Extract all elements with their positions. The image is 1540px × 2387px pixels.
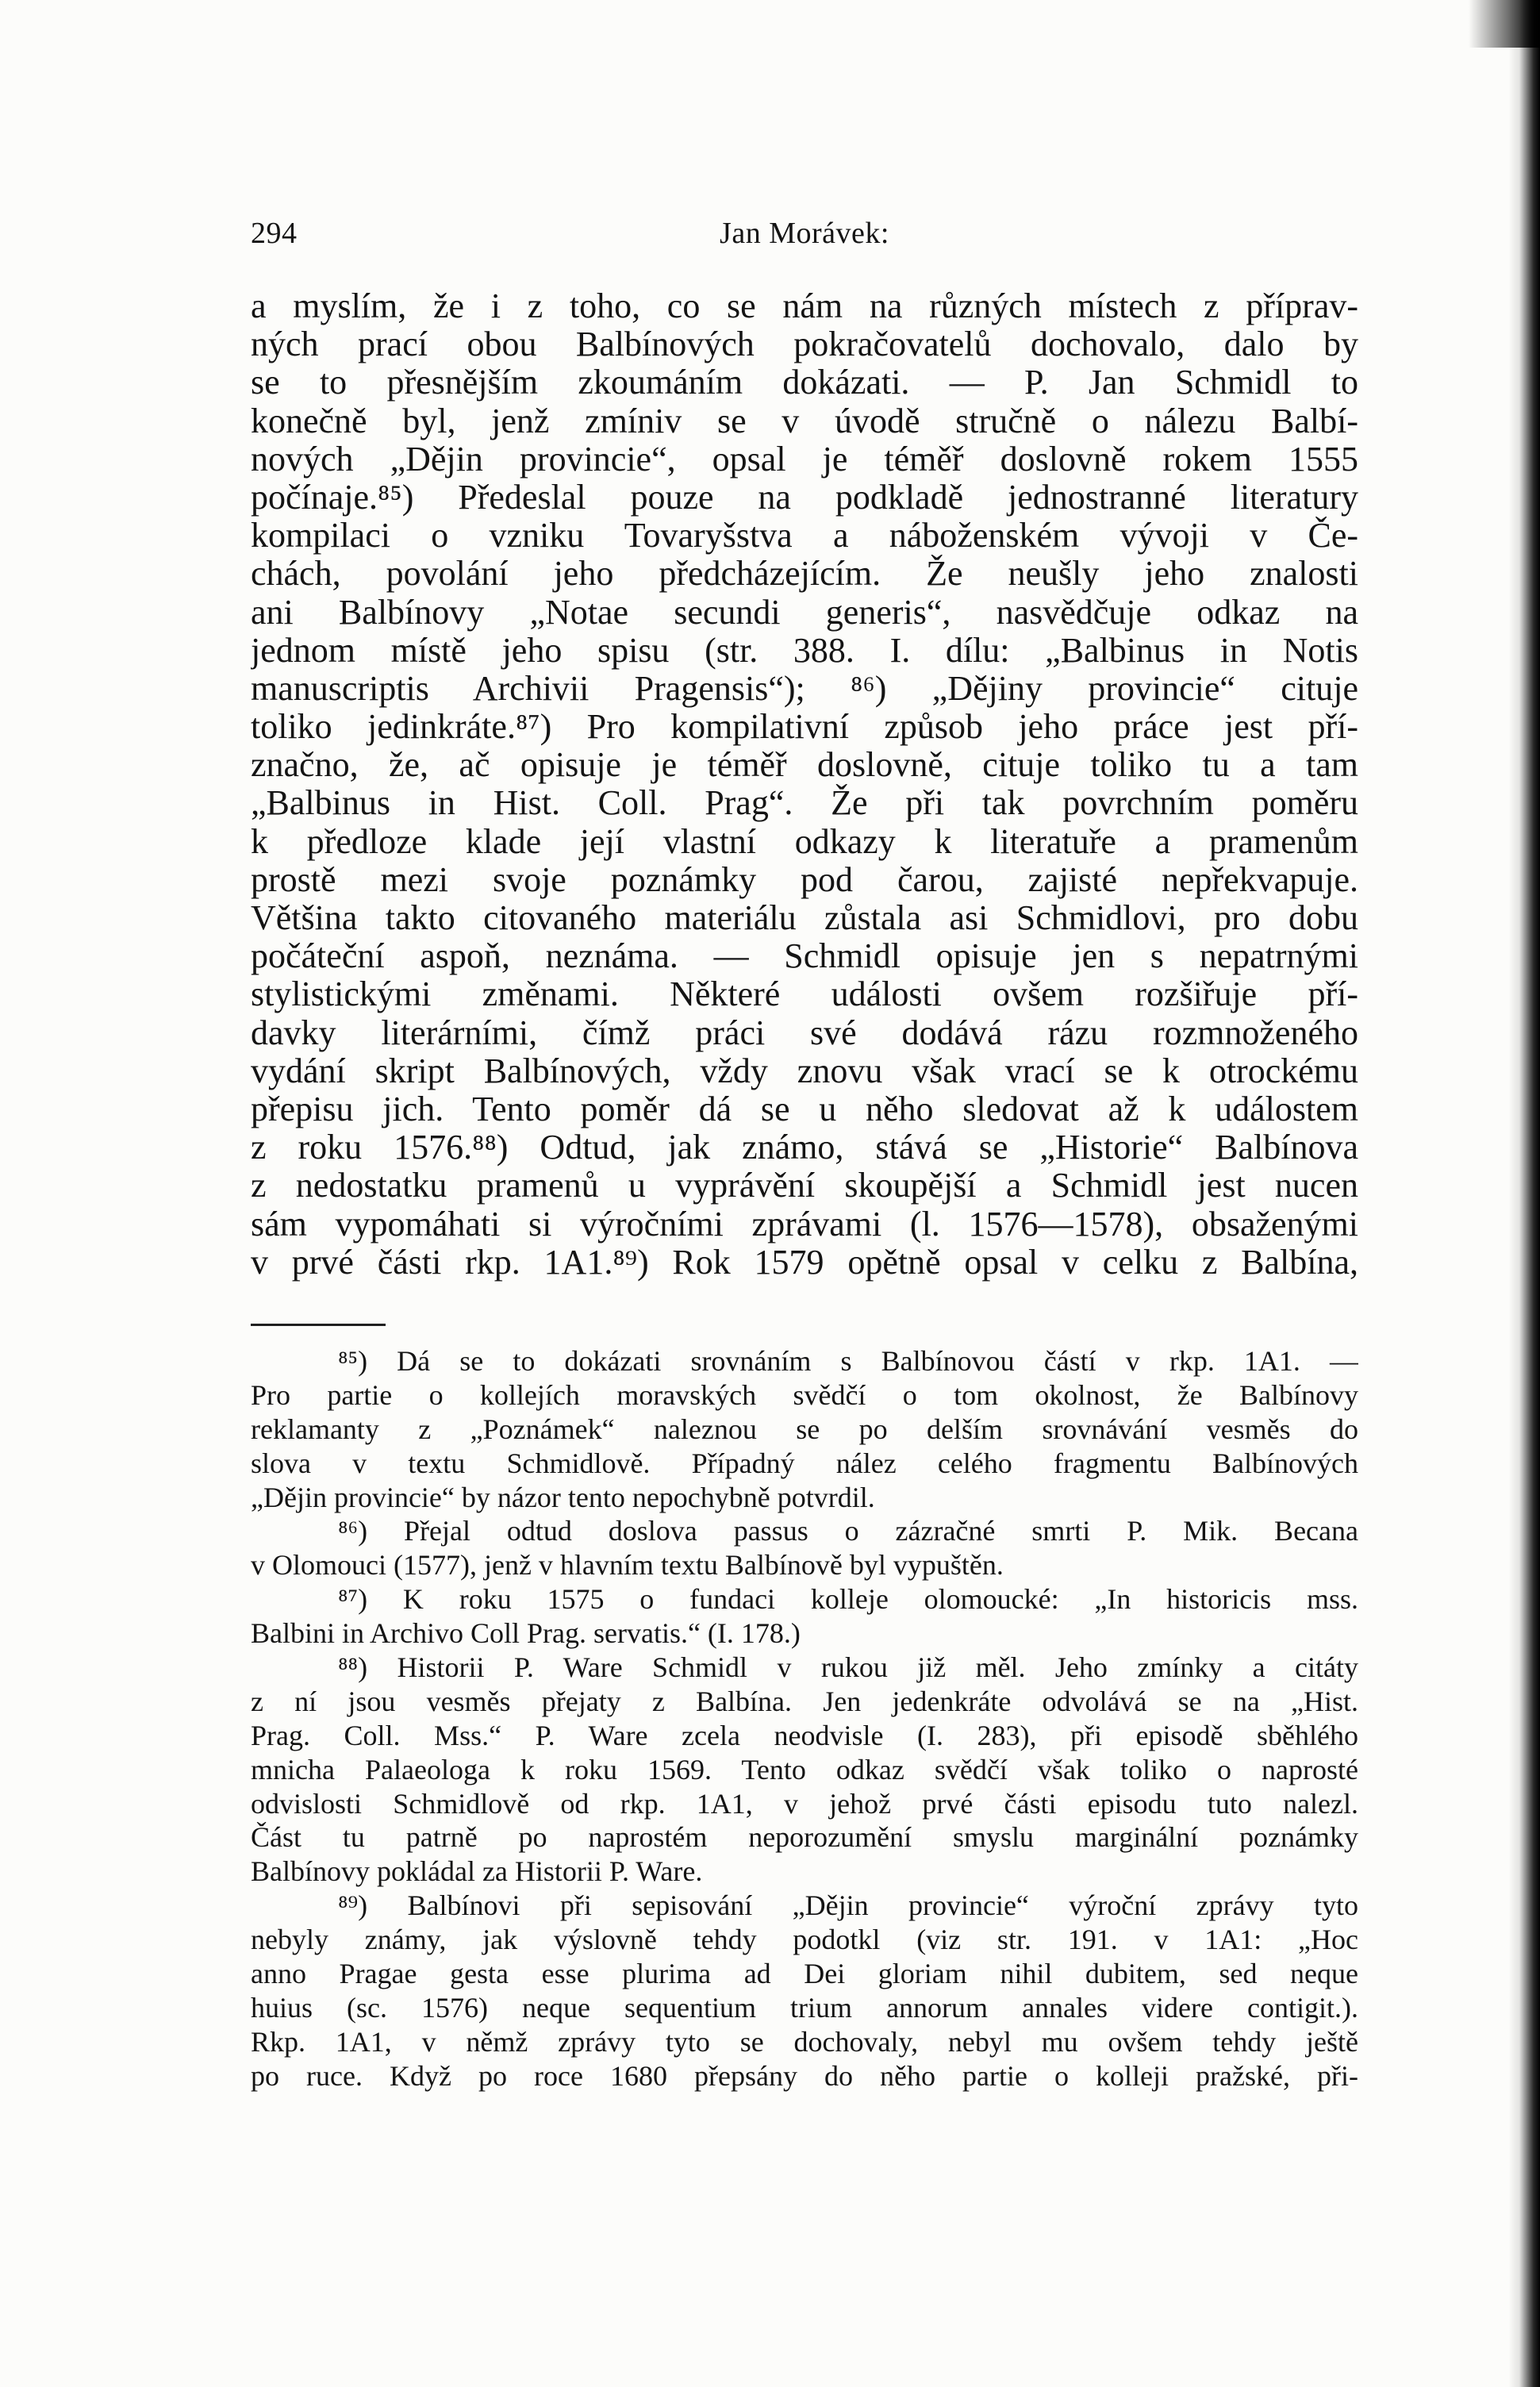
text-line: nových „Dějin provincie“, opsal je téměř doslovně rokem 1555 bbox=[251, 440, 1358, 479]
footnote-line: mnicha Palaeologa k roku 1569. Tento odkaz svědčí však toliko o naprosté bbox=[251, 1753, 1358, 1785]
footnote-line: Pro partie o kollejích moravských svědčí o tom okolnost, že Balbínovy bbox=[251, 1378, 1358, 1411]
footnote-line: ⁸⁹) Balbínovi při sepisování „Dějin provincie“ výroční zprávy tyto bbox=[338, 1889, 1358, 1922]
footnote-line: ⁸⁶) Přejal odtud doslova passus o zázračné smrti P. Mik. Becana bbox=[338, 1515, 1358, 1547]
footnote-line: v Olomouci (1577), jenž v hlavním textu Balbínově byl vypuštěn. bbox=[251, 1549, 1004, 1582]
text-line: toliko jedinkráte.⁸⁷) Pro kompilativní způsob jeho práce jest pří- bbox=[251, 708, 1358, 747]
footnote-line: odvislosti Schmidlově od rkp. 1A1, v jehož prvé části episodu tuto nalezl. bbox=[251, 1787, 1358, 1820]
text-line: a myslím, že i z toho, co se nám na různých místech z příprav- bbox=[251, 287, 1358, 325]
text-line: počínaje.⁸⁵) Předeslal pouze na podkladě jednostranné literatury bbox=[251, 478, 1358, 517]
scan-edge-shadow bbox=[1508, 0, 1540, 2387]
text-line: značno, že, ač opisuje je téměř doslovně, cituje toliko tu a tam bbox=[251, 746, 1358, 785]
main-text bbox=[251, 287, 1358, 1282]
text-line: v prvé části rkp. 1A1.⁸⁹) Rok 1579 opětně opsal v celku z Balbína, bbox=[251, 1243, 1358, 1282]
text-line: Většina takto citovaného materiálu zůstala asi Schmidlovi, pro dobu bbox=[251, 899, 1358, 937]
footnote-line: z ní jsou vesměs přejaty z Balbína. Jen jedenkráte odvolává se na „Hist. bbox=[251, 1685, 1358, 1717]
page-number: 294 bbox=[251, 217, 298, 250]
footnote-line: reklamanty z „Poznámek“ naleznou se po delším srovnávání vesměs do bbox=[251, 1413, 1358, 1445]
text-line: se to přesnějším zkoumáním dokázati. — P. Jan Schmidl to bbox=[251, 363, 1358, 402]
text-line: k předloze klade její vlastní odkazy k literatuře a pramenům bbox=[251, 822, 1358, 861]
footnote-line: Prag. Coll. Mss.“ P. Ware zcela neodvisle (I. 283), při episodě sběhlého bbox=[251, 1719, 1358, 1751]
footnote-line: „Dějin provincie“ by názor tento nepochybně potvrdil. bbox=[251, 1481, 875, 1513]
footnote-line: Část tu patrně po naprostém neporozumění smyslu marginální poznámky bbox=[251, 1821, 1358, 1854]
text-line: počáteční aspoň, neznáma. — Schmidl opisuje jen s nepatrnými bbox=[251, 937, 1358, 976]
text-line: konečně byl, jenž zmíniv se v úvodě stručně o nálezu Balbí- bbox=[251, 402, 1358, 440]
text-line: kompilaci o vzniku Tovaryšstva a náboženském vývoji v Če- bbox=[251, 517, 1358, 555]
text-line: vydání skript Balbínových, vždy znovu však vrací se k otrockému bbox=[251, 1051, 1358, 1090]
text-line: z nedostatku pramenů u vyprávění skoupější a Schmidl jest nucen bbox=[251, 1167, 1358, 1205]
text-line: z roku 1576.⁸⁸) Odtud, jak známo, stává se „Historie“ Balbínova bbox=[251, 1128, 1358, 1167]
text-line: jednom místě jeho spisu (str. 388. I. dílu: „Balbinus in Notis bbox=[251, 631, 1358, 670]
footnote-separator bbox=[251, 1324, 386, 1326]
text-line: ani Balbínovy „Notae secundi generis“, nasvědčuje odkaz na bbox=[251, 593, 1358, 632]
footnote-line: huius (sc. 1576) neque sequentium trium annorum annales videre contigit.). bbox=[251, 1991, 1358, 2024]
text-line: sám vypomáhati si výročními zprávami (l. 1576—1578), obsaženými bbox=[251, 1205, 1358, 1243]
page-header bbox=[251, 216, 1358, 263]
text-line: prostě mezi svoje poznámky pod čarou, zajisté nepřekvapuje. bbox=[251, 860, 1358, 899]
running-head: Jan Morávek: bbox=[720, 217, 889, 250]
text-line: ných prací obou Balbínových pokračovatelů dochovalo, dalo by bbox=[251, 325, 1358, 364]
footnotes bbox=[251, 1344, 1358, 2093]
footnote-line: slova v textu Schmidlově. Případný nález celého fragmentu Balbínových bbox=[251, 1447, 1358, 1479]
footnote-line: Balbínovy pokládal za Historii P. Ware. bbox=[251, 1855, 703, 1888]
text-line: davky literárními, čímž práci své dodává rázu rozmnoženého bbox=[251, 1013, 1358, 1052]
scan-corner-shadow bbox=[1469, 0, 1540, 48]
text-line: chách, povolání jeho předcházejícím. Že neušly jeho znalosti bbox=[251, 555, 1358, 594]
text-line: „Balbinus in Hist. Coll. Prag“. Že při tak povrchním poměru bbox=[251, 784, 1358, 823]
footnote-line: Balbini in Archivo Coll Prag. servatis.“ (I. 178.) bbox=[251, 1617, 801, 1650]
footnote-line: ⁸⁸) Historii P. Ware Schmidl v rukou již měl. Jeho zmínky a citáty bbox=[338, 1651, 1358, 1684]
footnote-line: ⁸⁷) K roku 1575 o fundaci kolleje olomoucké: „In historicis mss. bbox=[338, 1583, 1358, 1616]
footnote-line: po ruce. Když po roce 1680 přepsány do něho partie o kolleji pražské, při- bbox=[251, 2059, 1358, 2092]
text-line: manuscriptis Archivii Pragensis“); ⁸⁶) „Dějiny provincie“ cituje bbox=[251, 669, 1358, 708]
footnote-line: ⁸⁵) Dá se to dokázati srovnáním s Balbínovou částí v rkp. 1A1. — bbox=[338, 1345, 1358, 1377]
text-line: stylistickými změnami. Některé události ovšem rozšiřuje pří- bbox=[251, 975, 1358, 1014]
footnote-line: Rkp. 1A1, v němž zprávy tyto se dochovaly, nebyl mu ovšem tehdy ještě bbox=[251, 2025, 1358, 2058]
footnote-line: anno Pragae gesta esse plurima ad Dei gloriam nihil dubitem, sed neque bbox=[251, 1958, 1358, 1990]
footnote-line: nebyly známy, jak výslovně tehdy podotkl (viz str. 191. v 1A1: „Hoc bbox=[251, 1924, 1358, 1956]
text-line: přepisu jich. Tento poměr dá se u něho sledovat až k událostem bbox=[251, 1090, 1358, 1128]
